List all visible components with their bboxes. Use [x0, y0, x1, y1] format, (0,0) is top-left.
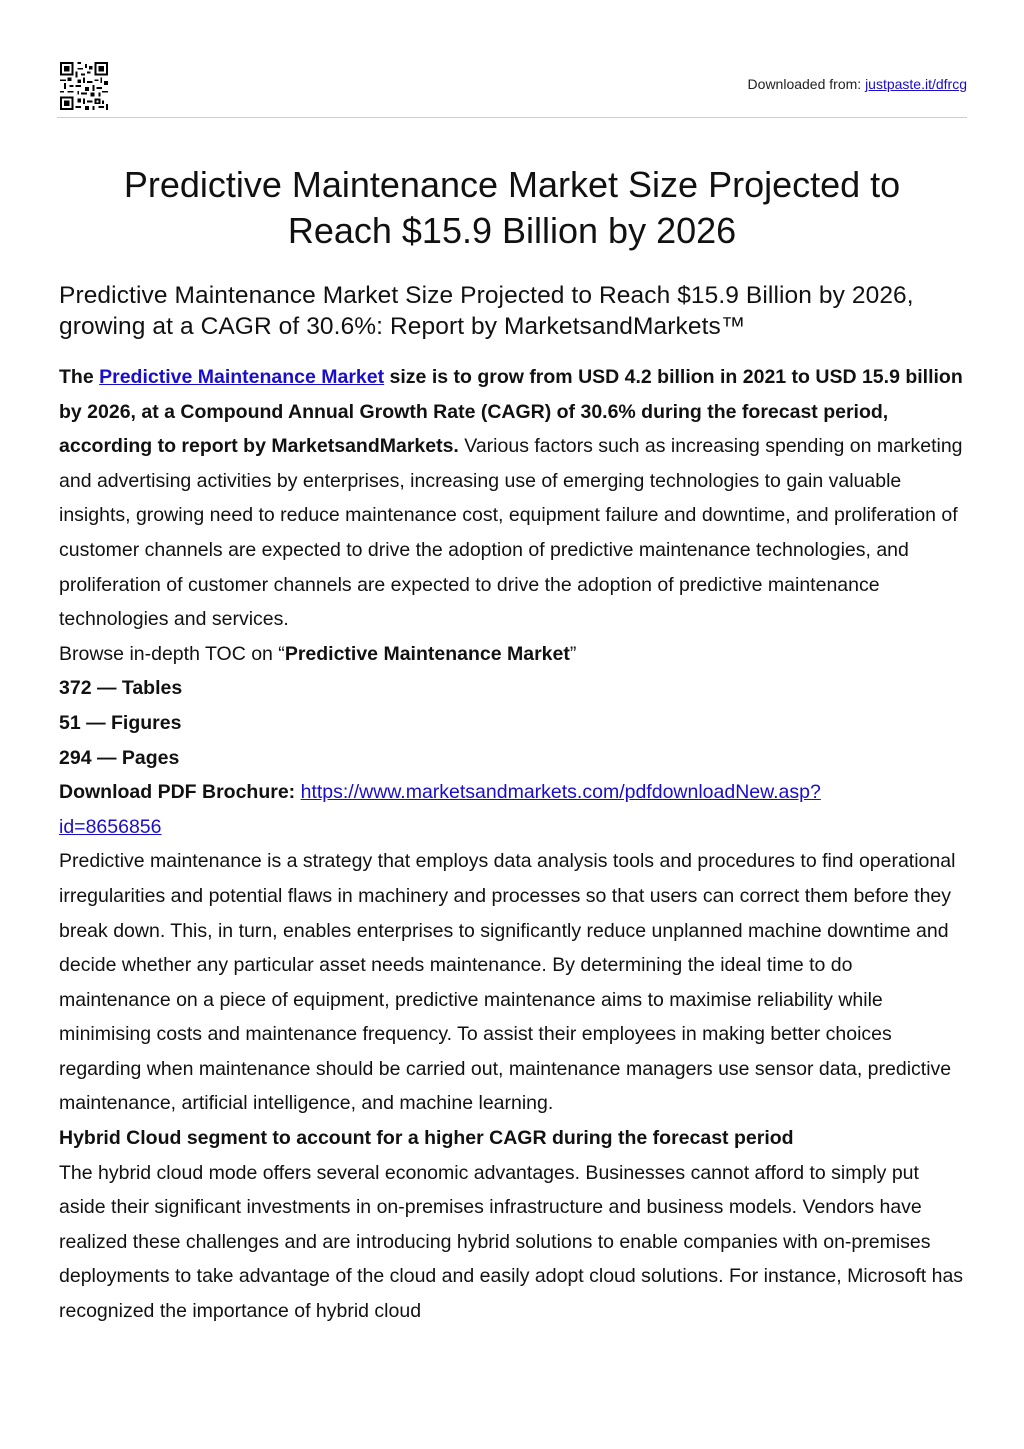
hybrid-heading: [59, 1121, 967, 1156]
hybrid-heading-text: Hybrid Cloud segment to account for a higher CAGR during the forecast period: [59, 1127, 794, 1150]
title-line-1: Predictive Maintenance Market Size Projected to: [123, 164, 901, 205]
stat-pages-text: 294 — Pages: [59, 746, 180, 769]
stat-tables-text: 372 — Tables: [59, 677, 183, 700]
brochure-label: Download PDF Brochure:: [59, 781, 296, 804]
title-line-2: Reach $15.9 Billion by 2026: [287, 210, 737, 251]
predictive-paragraph: Predictive maintenance is a strategy that employs data analysis tools and procedures to find operational irregularities and potential flaws in machinery and processes so that users can correct them before they break down. This, in turn, enables enterprises to significantly reduce unplanned machine downtime and decide whether any particular asset needs maintenance. By determining the ideal time to do maintenance on a piece of equipment, predictive maintenance aims to maximise reliability while minimising costs and maintenance frequency. To assist their employees in making better choices regarding when maintenance should be carried out, maintenance managers use sensor data, predictive maintenance, artificial intelligence, and machine learning.: [59, 850, 956, 1115]
brochure-link-line-1[interactable]: https://www.marketsandmarkets.com/pdfdownloadNew.asp?: [300, 781, 821, 804]
intro-rest: Various factors such as increasing spending on marketing and advertising activities by enterprises, increasing use of emerging technologies to gain valuable insights, growing need to reduce maintenance cost, equipment failure and downtime, and proliferation of customer channels are expected to drive the adoption of predictive maintenance technologies, and proliferation of customer channels are expected to drive the adoption of predictive maintenance technologies and services.: [59, 435, 963, 631]
stat-figures-text: 51 — Figures: [59, 711, 182, 734]
subtitle: Predictive Maintenance Market Size Projected to Reach $15.9 Billion by 2026, growing at a CAGR of 30.6%: Report by MarketsandMarkets™: [59, 282, 914, 340]
toc-line: [59, 637, 967, 672]
toc-bold: Predictive Maintenance Market: [284, 642, 570, 665]
intro-paragraph: [59, 360, 967, 637]
hybrid-paragraph: The hybrid cloud mode offers several economic advantages. Businesses cannot afford to simply put aside their significant investments in on-premises infrastructure and business models. Vendors have realized these challenges and are introducing hybrid solutions to enable companies with on-premises deployments to take advantage of the cloud and easily adopt cloud solutions. For instance, Microsoft has recognized the importance of hybrid cloud: [59, 1161, 964, 1323]
toc-suffix: ”: [569, 642, 577, 665]
toc-prefix: Browse in-depth TOC on “: [59, 642, 285, 665]
download-prefix: Downloaded from:: [747, 76, 866, 92]
qr-code-icon: [60, 62, 108, 110]
source-link[interactable]: justpaste.it/dfrcg: [865, 76, 967, 92]
intro-the: The: [59, 366, 100, 388]
market-link[interactable]: Predictive Maintenance Market: [99, 366, 385, 388]
stat-pages: [59, 741, 967, 776]
download-source: [748, 76, 967, 92]
page-title: [80, 162, 944, 254]
brochure-line: [59, 775, 967, 844]
header-divider: [57, 117, 967, 118]
stat-figures: [59, 706, 967, 741]
intro-bold: size is to grow from USD 4.2 billion in 2021 to USD 15.9 billion by 2026, at a Compound Annual Growth Rate (CAGR) of 30.6% during the forecast period, according to report by MarketsandMarkets.: [59, 366, 963, 458]
article-body: [59, 360, 967, 1329]
brochure-link-line-2[interactable]: id=8656856: [59, 815, 162, 838]
stat-tables: [59, 671, 967, 706]
